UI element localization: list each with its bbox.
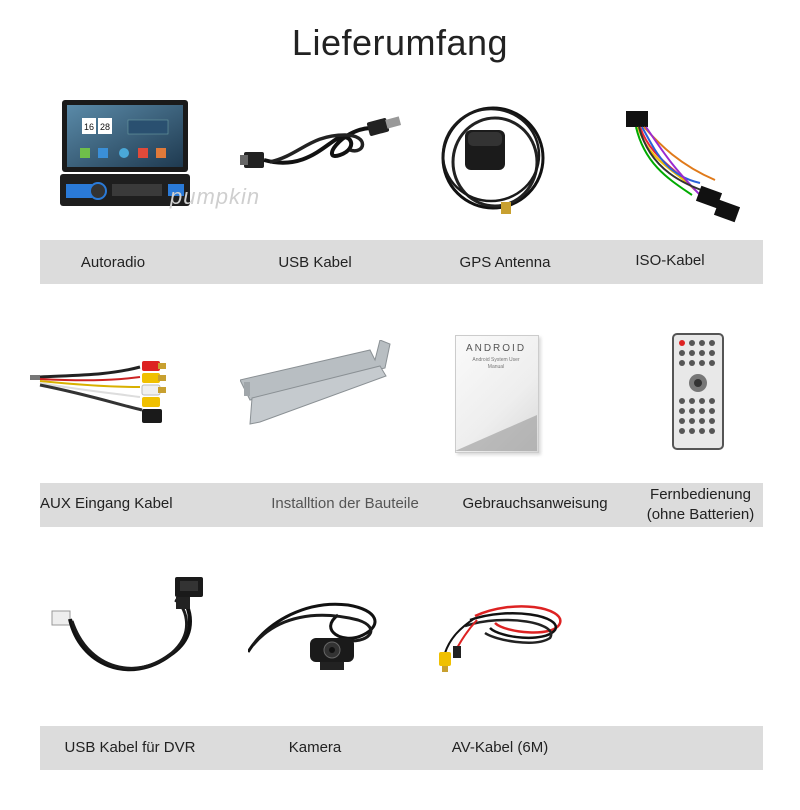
manual-subtitle-text: Android System User Manual — [472, 357, 520, 370]
pumpkin-watermark: pumpkin — [170, 184, 261, 209]
item-label-autoradio: Autoradio — [80, 254, 146, 271]
item-label-kamera: Kamera — [288, 739, 342, 756]
page-title: Lieferumfang — [291, 22, 509, 63]
item-label-gps-antenna: GPS Antenna — [459, 254, 551, 271]
gps-antenna-icon — [435, 100, 550, 220]
av-cable-icon — [435, 598, 570, 673]
aux-cable-icon — [30, 355, 180, 430]
remote-control-icon — [672, 333, 724, 450]
user-manual-icon — [455, 335, 540, 455]
radio-clock-minutes: 28 — [99, 122, 111, 132]
item-label-installation: Installtion der Bauteile — [271, 495, 419, 512]
item-label-dvr-usb: USB Kabel für DVR — [64, 739, 196, 756]
dvr-usb-cable-icon — [50, 575, 210, 685]
item-label-usb-kabel: USB Kabel — [278, 254, 352, 271]
item-label-aux-cable: AUX Eingang Kabel — [40, 495, 173, 512]
camera-icon — [248, 590, 388, 675]
item-label-manual: Gebrauchsanweisung — [462, 495, 608, 512]
item-label-av-kabel: AV-Kabel (6M) — [451, 739, 549, 756]
item-label-iso-kabel: ISO-Kabel — [635, 252, 705, 269]
manual-brand-text: ANDROID — [465, 343, 527, 354]
iso-cable-icon — [620, 105, 745, 230]
usb-cable-icon — [240, 110, 405, 190]
radio-clock-hours: 16 — [83, 122, 95, 132]
mounting-brackets-icon — [240, 340, 395, 430]
item-label-remote: Fernbedienung (ohne Batterien) — [646, 486, 755, 523]
